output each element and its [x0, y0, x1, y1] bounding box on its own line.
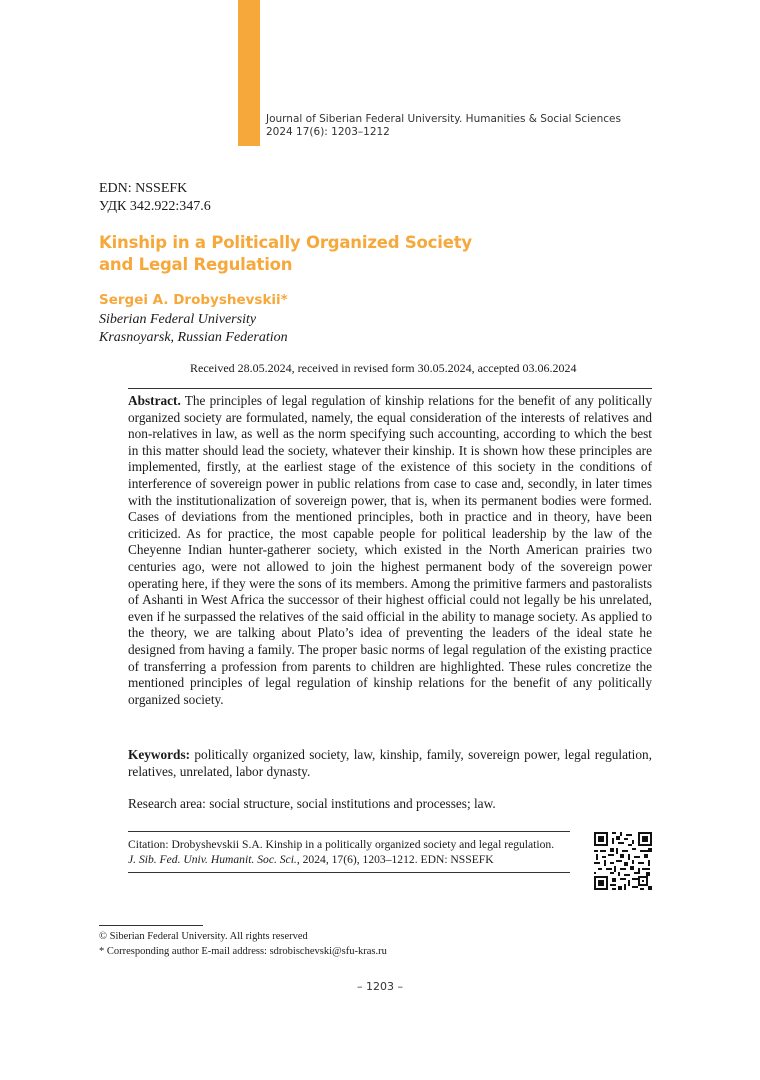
qr-code-icon: [594, 832, 652, 890]
abstract-label: Abstract.: [128, 393, 181, 408]
keywords-text: politically organized society, law, kinship, family, sovereign power, legal regulation, relatives, unrelated, labor dynasty.: [128, 747, 652, 779]
affiliation-location: Krasnoyarsk, Russian Federation: [99, 330, 288, 345]
received-dates: Received 28.05.2024, received in revised form 30.05.2024, accepted 03.06.2024: [190, 361, 577, 375]
journal-name: Journal of Siberian Federal University. Humanities & Social Sciences: [266, 113, 621, 125]
journal-header: [266, 113, 621, 139]
edn-code: EDN: NSSEFK: [99, 181, 188, 196]
abstract: [128, 393, 652, 708]
research-area: Research area: social structure, social institutions and processes; law.: [128, 796, 496, 811]
journal-accent-bar: [238, 0, 260, 146]
footnote-divider: [99, 925, 203, 926]
article-title: [99, 232, 519, 276]
abstract-divider: [128, 388, 652, 389]
citation-prefix: Citation: Drobyshevskii S.A. Kinship in a politically organized society and legal regulation.: [128, 838, 555, 851]
keywords-label: Keywords:: [128, 747, 191, 762]
title-line-2: and Legal Regulation: [99, 255, 293, 274]
affiliation-university: Siberian Federal University: [99, 312, 257, 327]
journal-issue: 2024 17(6): 1203–1212: [266, 126, 390, 138]
article-identifiers: [99, 180, 211, 216]
author-affiliation: [99, 311, 288, 347]
author-name: Sergei A. Drobyshevskii*: [99, 292, 288, 308]
title-line-1: Kinship in a Politically Organized Society: [99, 233, 472, 252]
page-number: – 1203 –: [357, 980, 403, 993]
footnote-copyright: © Siberian Federal University. All rights reserved: [99, 931, 308, 942]
keywords: [128, 747, 652, 780]
citation-divider-top: [128, 831, 570, 832]
abstract-text: The principles of legal regulation of kinship relations for the benefit of any politically organized society are formulated, namely, the equal consideration of the interests of relatives and non-relatives in law, as well as the norm specifying such accounting, according to which the best in this matter should lead the society, whatever their kinship. It is shown how these principles are implemented, firstly, at the earliest stage of the existence of this society in the conditions of interference of sovereign power in public relations from case to case and, secondly, in later times with the institutionalization of sovereign power, that is, when its permanent bodies were formed. Cases of deviations from the mentioned principles, both in practice and in theory, have been criticized. As for practice, the most capable people for political leadership by the law of the Cheyenne Indian hunter-gatherer society, which existed in the North American prairies two centuries ago, were not allowed to join the highest permanent body of the sovereign power operating here, if they were the sons of its members. Among the primitive farmers and pastoralists of Ashanti in West Africa the successor of their highest official could not legally be his unrelated, even if he surpassed the relatives of the said official in the ability to manage society. As applied to the theory, we are talking about Plato’s idea of preventing the leaders of the ideal state he designed from having a family. The proper basic norms of legal regulation of the existing practice of transferring a profession from parents to children are highlighted. These rules concretize the mentioned principles of legal regulation of kinship relations for the benefit of any politically organized society.: [128, 393, 652, 707]
udk-code: УДК 342.922:347.6: [99, 199, 211, 214]
citation-journal: J. Sib. Fed. Univ. Humanit. Soc. Sci.: [128, 853, 297, 866]
citation-divider-bottom: [128, 872, 570, 873]
citation: [128, 837, 574, 867]
citation-suffix: , 2024, 17(6), 1203–1212. EDN: NSSEFK: [296, 853, 494, 866]
footnote-corresponding-author: * Corresponding author E-mail address: sdrobischevski@sfu-kras.ru: [99, 946, 387, 957]
